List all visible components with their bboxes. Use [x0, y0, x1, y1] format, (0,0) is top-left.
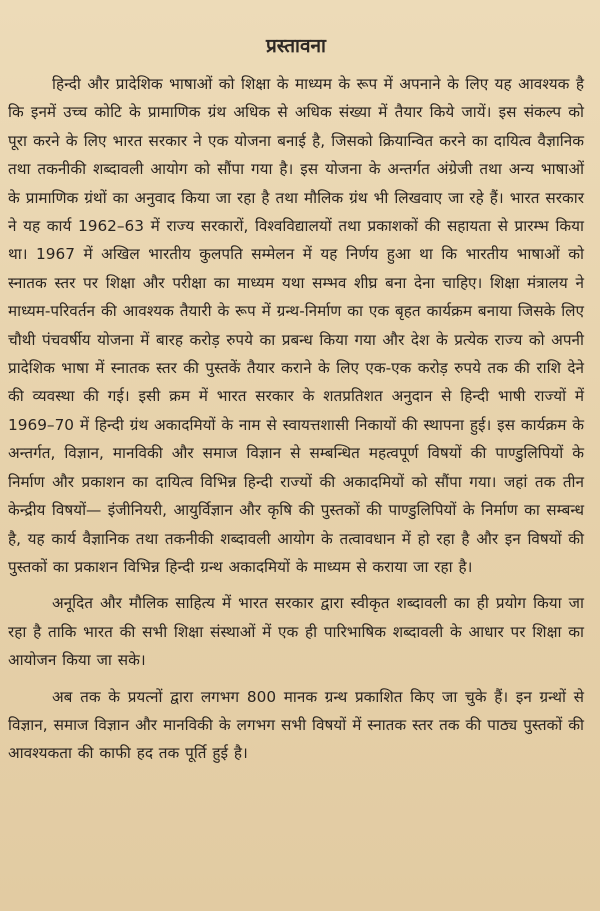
page-heading: प्रस्तावना	[266, 35, 326, 57]
paragraph-2: अनूदित और मौलिक साहित्य में भारत सरकार द्वारा स्वीकृत शब्दावली का ही प्रयोग किया जा रहा है ताकि भारत की सभी शिक्षा संस्थाओं में एक ही पारिभाषिक शब्दावली के आधार पर शिक्षा का आयोजन किया जा सके।	[8, 594, 584, 670]
paragraph-3: अब तक के प्रयत्नों द्वारा लगभग 800 मानक ग्रन्थ प्रकाशित किए जा चुके हैं। इन ग्रन्थों से विज्ञान, समाज विज्ञान और मानविकी के लगभग सभी विषयों में स्नातक स्तर तक की पाठ्य पुस्तकों की आवश्यकता की काफी हद तक पूर्ति हुई है।	[8, 687, 584, 763]
paragraph-1: हिन्दी और प्रादेशिक भाषाओं को शिक्षा के माध्यम के रूप में अपनाने के लिए यह आवश्यक है कि इनमें उच्च कोटि के प्रामाणिक ग्रंथ अधिक से अधिक संख्या में तैयार किये जायें। इस संकल्प को पूरा करने के लिए भारत सरकार ने एक योजना बनाई है, जिसको क्रियान्वित करने का दायित्व वैज्ञानिक तथा तकनीकी शब्दावली आयोग को सौंपा गया है। इस योजना के अन्तर्गत अंग्रेजी तथा अन्य भाषाओं के प्रामाणिक ग्रंथों का अनुवाद किया जा रहा है तथा मौलिक ग्रंथ भी लिखवाए जा रहे हैं। भारत सरकार ने यह कार्य 1962–63 में राज्य सरकारों, विश्वविद्यालयों तथा प्रकाशकों की सहायता से प्रारम्भ किया था। 1967 में अखिल भारतीय कुलपति सम्मेलन में यह निर्णय हुआ था कि भारतीय भाषाओं को स्नातक स्तर पर शिक्षा और परीक्षा का माध्यम यथा सम्भव शीघ्र बना देना चाहिए। शिक्षा मंत्रालय ने माध्यम-परिवर्तन की आवश्यक तैयारी के रूप में ग्रन्थ-निर्माण का एक बृहत कार्यक्रम बनाया जिसके लिए चौथी पंचवर्षीय योजना में बारह करोड़ रुपये का प्रबन्ध किया गया और देश के प्रत्येक राज्य को अपनी प्रादेशिक भाषा में स्नातक स्तर की पुस्तकें तैयार कराने के लिए एक-एक करोड़ रुपये तक की राशि देने की व्यवस्था की गई। इसी क्रम में भारत सरकार के शतप्रतिशत अनुदान से हिन्दी भाषी राज्यों में 1969–70 में हिन्दी ग्रंथ अकादमियों के नाम से स्वायत्तशासी निकायों की स्थापना हुई। इस कार्यक्रम के अन्तर्गत, विज्ञान, मानविकी और समाज विज्ञान से सम्बन्धित महत्वपूर्ण विषयों की पाण्डुलिपियों के निर्माण और प्रकाशन का दायित्व विभिन्न हिन्दी राज्यों की अकादमियों को सौंपा गया। जहां तक तीन केन्द्रीय विषयों— इंजीनियरी, आयुर्विज्ञान और कृषि की पुस्तकों की पाण्डुलिपियों के निर्माण का सम्बन्ध है, यह कार्य वैज्ञानिक तथा तकनीकी शब्दावली आयोग के तत्वावधान में हो रहा है और इन विषयों की पुस्तकों का प्रकाशन विभिन्न हिन्दी ग्रन्थ अकादमियों के माध्यम से कराया जा रहा है।	[8, 75, 584, 576]
